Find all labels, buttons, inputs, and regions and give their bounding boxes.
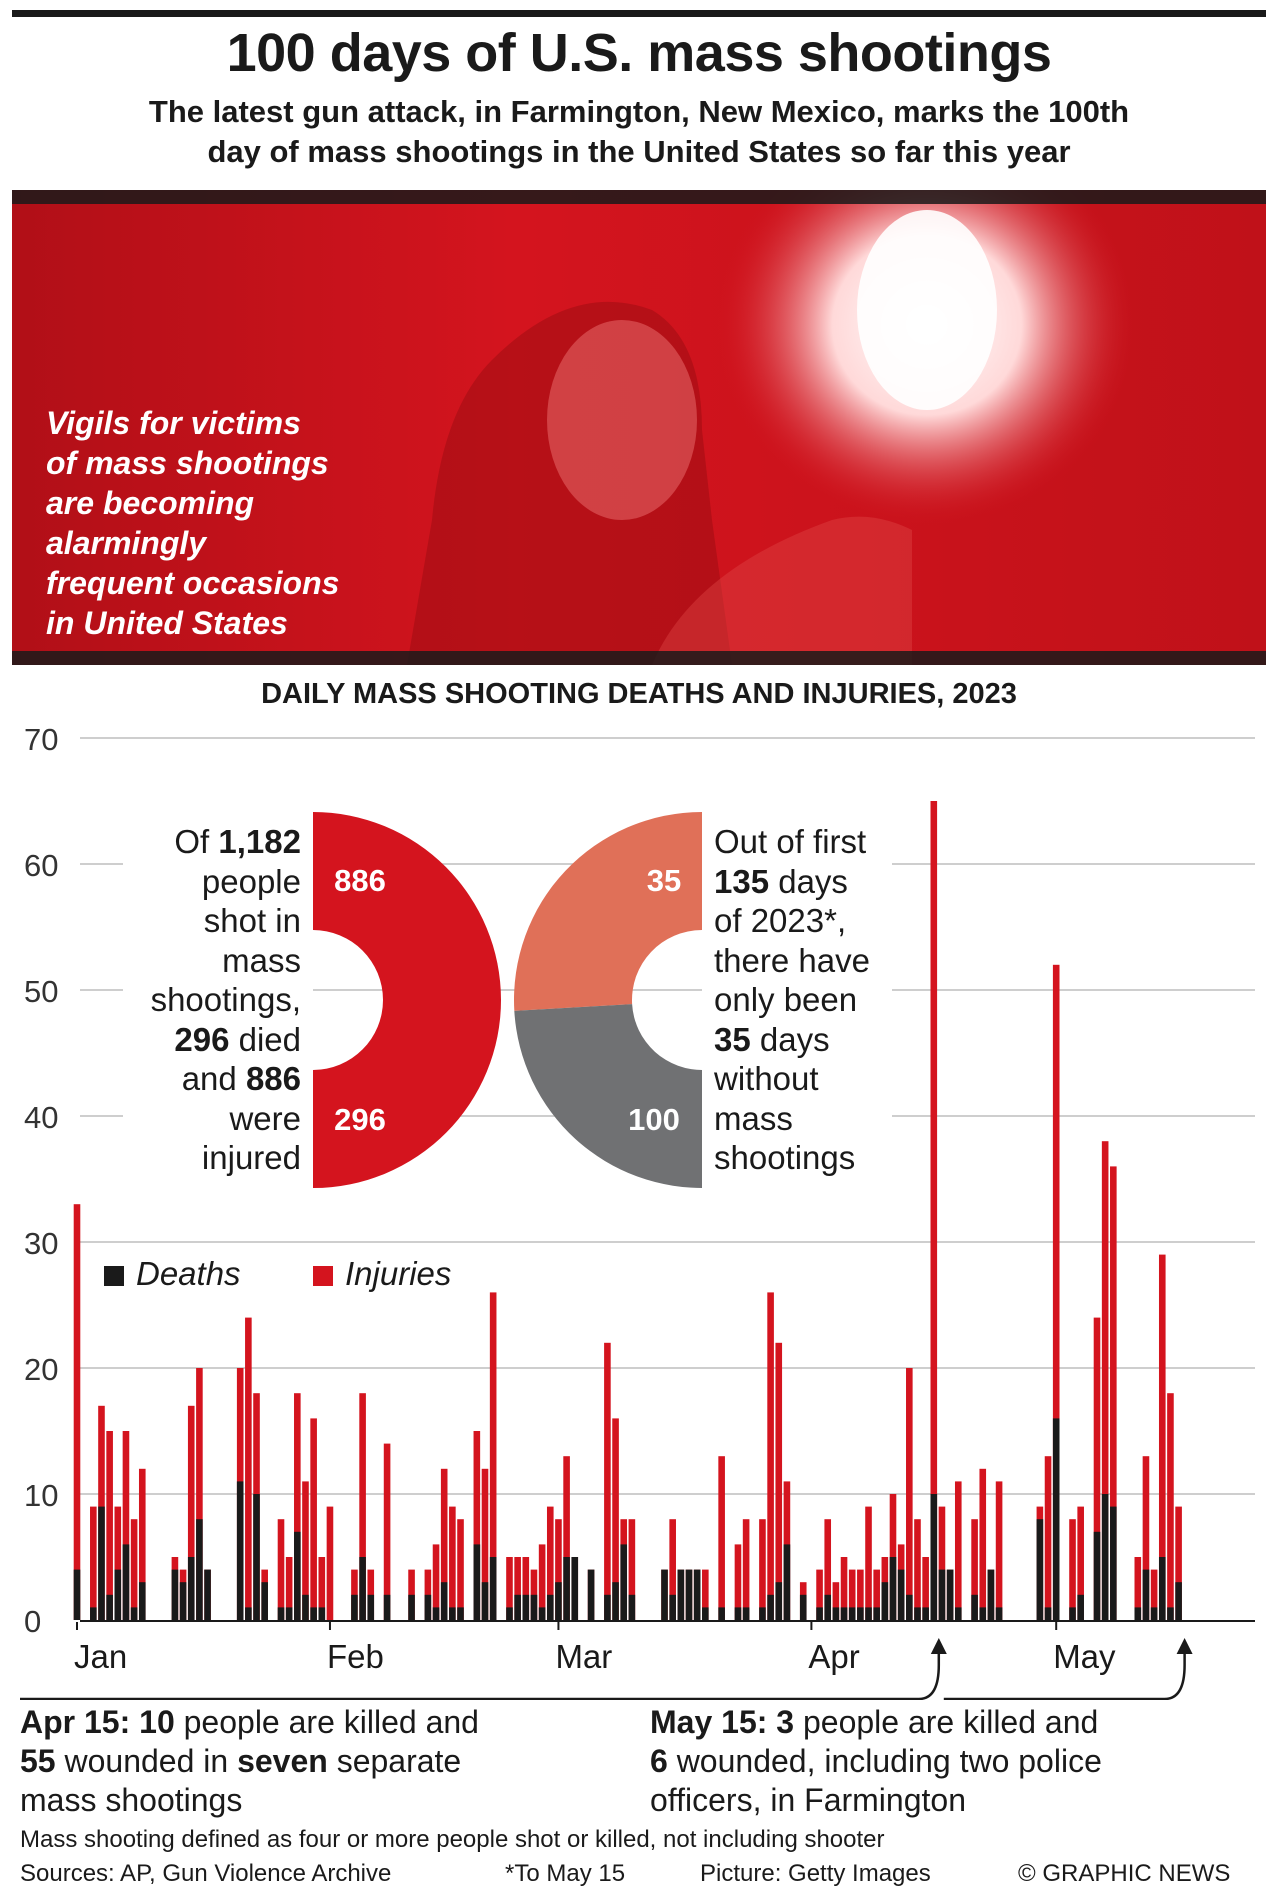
deaths-bar [1069,1607,1076,1620]
donut-days-without-slice [514,812,702,1011]
deaths-bar [531,1595,538,1620]
deaths-bar [1037,1519,1044,1620]
legend-deaths [104,1255,241,1293]
injuries-bar [767,1292,774,1620]
injuries-bar [90,1507,97,1620]
page-title: 100 days of U.S. mass shootings [226,23,1052,83]
deaths-bar [743,1607,750,1620]
y-tick-label: 70 [24,722,59,757]
footer-definition: Mass shooting defined as four or more people shot or killed, not including shooter [20,1826,885,1853]
deaths-bar [922,1607,929,1620]
photo-caption-line: are becoming [46,485,255,521]
deaths-bar [131,1607,138,1620]
deaths-bar [1110,1507,1117,1620]
x-tick-label: Feb [326,1638,384,1675]
people-text-l2: people [201,862,301,900]
people-text-l6b: died [229,1020,301,1058]
days-text-l5: only been [714,981,858,1018]
deaths-bar [588,1570,595,1620]
injuries-bar [1167,1393,1174,1620]
ann-left-killed: 10 [139,1704,175,1740]
deaths-bar [449,1607,456,1620]
injuries-bar [955,1481,962,1620]
injuries-bar [449,1507,456,1620]
deaths-bar [906,1595,913,1620]
days-text-l9: shootings [714,1139,856,1176]
ann-right-f: officers, in Farmington [650,1782,966,1818]
deaths-bar [914,1607,921,1620]
deaths-bar [784,1544,791,1620]
deaths-bar [294,1532,301,1620]
deaths-bar [955,1607,962,1620]
deaths-bar [302,1595,309,1620]
deaths-bar [898,1570,905,1620]
deaths-bar [979,1607,986,1620]
injuries-bar [906,1368,913,1620]
deaths-bar [857,1607,864,1620]
deaths-bar [686,1570,693,1620]
deaths-bar [882,1582,889,1620]
deaths-bar [245,1607,252,1620]
deaths-bar [310,1607,317,1620]
deaths-bar [425,1595,432,1620]
deaths-bar [359,1557,366,1620]
subtitle-line-2: day of mass shootings in the United States so far this year [207,134,1071,169]
deaths-bar [1159,1557,1166,1620]
days-text-l7: without [714,1060,819,1097]
deaths-bar [514,1595,521,1620]
ann-right-wounded: 6 [650,1743,668,1779]
injuries-bar [245,1318,252,1620]
people-text-l3: shot in [203,902,301,939]
y-tick-label: 40 [24,1100,59,1135]
people-text-died-count: 296 [174,1020,230,1058]
ann-left-c: people are killed and [174,1704,479,1740]
injuries-bar [384,1444,391,1620]
deaths-bar [1045,1607,1052,1620]
deaths-bar [841,1607,848,1620]
deaths-bar [367,1595,374,1620]
deaths-bar [563,1557,570,1620]
deaths-bar [482,1582,489,1620]
deaths-bar [947,1570,954,1620]
ann-right-e: wounded, including two police [667,1743,1102,1779]
deaths-bar [188,1557,195,1620]
x-tick-label: May [1053,1638,1116,1675]
ann-left-e: wounded in [55,1743,238,1779]
deaths-bar [1135,1607,1142,1620]
deaths-bar [106,1595,113,1620]
days-text-l2b: days [769,862,848,900]
deaths-bar [115,1570,122,1620]
footer-copyright: © GRAPHIC NEWS [1018,1860,1231,1887]
ann-right-c: people are killed and [794,1704,1099,1740]
deaths-bar [571,1557,578,1620]
footer-picture-credit: Picture: Getty Images [700,1860,931,1887]
deaths-bar [351,1595,358,1620]
deaths-bar [735,1607,742,1620]
injuries-bar [914,1519,921,1620]
deaths-bar [139,1582,146,1620]
days-text-l3: of 2023*, [714,902,847,939]
deaths-bar [384,1595,391,1620]
people-text-injured-count: 886 [245,1060,301,1097]
deaths-bar [669,1595,676,1620]
injuries-bar [106,1431,113,1620]
deaths-bar [123,1544,130,1620]
people-text-l4: mass [222,941,301,979]
deaths-bar [261,1582,268,1620]
deaths-bar [457,1607,464,1620]
annotation-apr-15 [20,1703,479,1820]
deaths-bar [1053,1418,1060,1620]
ann-right-killed: 3 [776,1704,795,1740]
deaths-bar [996,1607,1003,1620]
deaths-bar [555,1582,562,1620]
ann-left-date: Apr 15: [20,1704,140,1740]
deaths-bar [319,1607,326,1620]
deaths-bar [237,1481,244,1620]
donut-without-label: 35 [646,863,682,898]
deaths-bar [1167,1607,1174,1620]
x-axis-ticks [74,1622,1116,1675]
deaths-bar [1094,1532,1101,1620]
deaths-bar [278,1607,285,1620]
deaths-bar [873,1607,880,1620]
deaths-bar [604,1595,611,1620]
deaths-bar [547,1595,554,1620]
y-tick-label: 50 [24,974,59,1009]
photo-caption-line: of mass shootings [46,445,329,481]
annotation-may-15 [650,1703,1102,1820]
donut-deaths-label: 296 [334,1102,386,1137]
deaths-bar [800,1595,807,1620]
deaths-bar [939,1570,946,1620]
deaths-bar [1175,1582,1182,1620]
injuries-bar [131,1519,138,1620]
deaths-bar [816,1607,823,1620]
injuries-bar [1045,1456,1052,1620]
deaths-bar [253,1494,260,1620]
deaths-bar [1143,1570,1150,1620]
footer-note: *To May 15 [505,1860,626,1887]
deaths-bar [506,1607,513,1620]
injuries-bar [775,1343,782,1620]
deaths-bar [172,1570,179,1620]
deaths-bar [90,1607,97,1620]
deaths-bar [441,1582,448,1620]
deaths-bar [523,1595,530,1620]
people-text-l5: shootings, [150,981,301,1018]
chart-title: DAILY MASS SHOOTING DEATHS AND INJURIES, 2023 [261,678,1017,710]
injuries-bar [604,1343,611,1620]
deaths-bar [849,1607,856,1620]
donut-injuries-label: 886 [334,863,386,898]
deaths-bar [694,1570,701,1620]
legend-deaths-label: Deaths [136,1255,241,1292]
deaths-bar [718,1607,725,1620]
y-tick-label: 60 [24,848,59,883]
annotation-arrow-head [1177,1638,1193,1654]
injuries-bar [74,1204,81,1620]
injuries-bar [457,1519,464,1620]
photo-caption-line: alarmingly [46,525,207,561]
deaths-bar [865,1607,872,1620]
injuries-bar [759,1519,766,1620]
deaths-bar [204,1570,211,1620]
deaths-bar [931,1494,938,1620]
people-text-l1a: Of [174,823,219,860]
deaths-bar [702,1607,709,1620]
days-text-l6b: days [750,1020,830,1058]
ann-left-g: separate [327,1743,462,1779]
ann-left-count: seven [237,1743,328,1779]
deaths-bar [620,1544,627,1620]
deaths-bar [661,1570,668,1620]
injuries-bar [979,1469,986,1620]
injuries-bar [996,1481,1003,1620]
days-text-l8: mass [714,1099,793,1137]
injuries-bar [327,1507,334,1620]
deaths-bar [988,1570,995,1620]
injuries-bar [278,1519,285,1620]
legend-injuries [313,1255,451,1293]
injuries-bar [743,1519,750,1620]
deaths-bar [678,1570,685,1620]
deaths-bar [767,1595,774,1620]
photo-caption-line: frequent occasions [46,565,340,601]
injuries-bar [1069,1519,1076,1620]
donut-with-label: 100 [628,1102,680,1137]
days-text-without-count: 35 [714,1020,751,1058]
y-axis-ticks [24,722,58,1639]
injuries-bar [865,1507,872,1620]
deaths-bar [1077,1595,1084,1620]
deaths-bar [474,1544,481,1620]
deaths-bar [196,1519,203,1620]
people-text-l8: were [229,1099,301,1137]
deaths-bar [775,1582,782,1620]
deaths-bar [890,1557,897,1620]
photo-caption-line: Vigils for victims [46,405,301,441]
days-text-l4: there have [714,941,870,979]
y-tick-label: 0 [24,1604,42,1639]
deaths-bar [98,1507,105,1620]
subtitle-line-1: The latest gun attack, in Farmington, New Mexico, marks the 100th [148,94,1130,129]
photo-caption-line: in United States [46,605,288,641]
deaths-bar [490,1557,497,1620]
legend-injuries-swatch [313,1266,333,1286]
ann-left-h: mass shootings [20,1782,243,1818]
people-text-l9: injured [201,1139,301,1176]
deaths-bar [629,1595,636,1620]
people-text-l7a: and [181,1060,246,1097]
days-text-l1: Out of first [714,823,867,860]
x-tick-label: Mar [555,1638,613,1675]
deaths-bar [833,1607,840,1620]
ann-right-date: May 15: [650,1704,777,1740]
annotation-arrow-head [931,1638,947,1654]
injuries-bar [718,1456,725,1620]
deaths-bar [971,1595,978,1620]
y-tick-label: 30 [24,1226,59,1261]
people-text-total: 1,182 [218,823,301,860]
deaths-bar [408,1595,415,1620]
y-tick-label: 10 [24,1478,59,1513]
deaths-bar [180,1582,187,1620]
footer-sources: Sources: AP, Gun Violence Archive [20,1860,392,1887]
days-text-total: 135 [714,862,770,900]
people-shot-text [151,822,301,1178]
ann-left-wounded: 55 [20,1743,56,1779]
legend-injuries-label: Injuries [345,1255,452,1292]
x-tick-label: Jan [74,1638,128,1675]
deaths-bar [286,1607,293,1620]
x-tick-label: Apr [808,1638,860,1675]
deaths-bar [1151,1607,1158,1620]
deaths-bar [539,1607,546,1620]
annotation-arrow-line [20,1650,939,1699]
deaths-bar [612,1582,619,1620]
deaths-bar [433,1607,440,1620]
injuries-bar [310,1418,317,1620]
legend-deaths-swatch [104,1266,124,1286]
deaths-bar [1102,1494,1109,1620]
deaths-bar [824,1595,831,1620]
y-tick-label: 20 [24,1352,59,1387]
deaths-bar [759,1607,766,1620]
deaths-bar [74,1570,81,1620]
shooting-days-text [714,822,870,1178]
